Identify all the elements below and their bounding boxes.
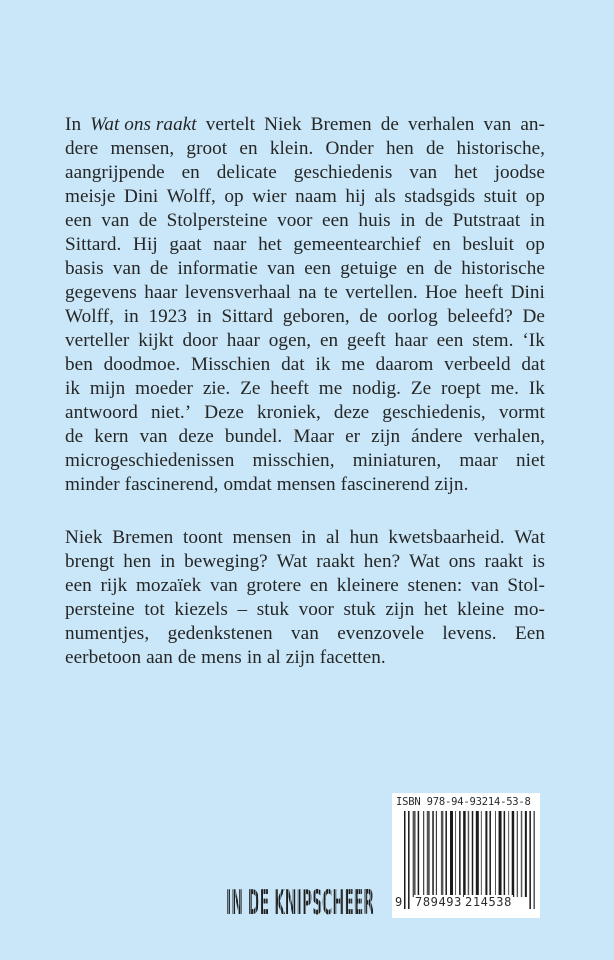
word: Putstraat bbox=[452, 210, 521, 231]
blurb-line bbox=[65, 574, 545, 598]
word: zijn bbox=[371, 426, 401, 447]
word: ándere bbox=[411, 426, 463, 447]
word: kijkt bbox=[138, 330, 174, 351]
isbn-label: ISBN 978-94-93214-53-8 bbox=[396, 796, 531, 808]
word: nodig. bbox=[352, 378, 401, 399]
word: van bbox=[101, 210, 130, 231]
ean-right-group: 214538 bbox=[465, 895, 512, 909]
word: niet.’ bbox=[150, 402, 192, 423]
word: geeft bbox=[347, 330, 386, 351]
word: een bbox=[65, 575, 92, 596]
word: Onder bbox=[325, 138, 374, 159]
blurb-line bbox=[65, 473, 545, 497]
word: historische bbox=[461, 258, 545, 279]
word: door bbox=[182, 330, 218, 351]
blurb-line bbox=[65, 401, 545, 425]
word: naar bbox=[213, 234, 247, 255]
word: aangrijpende bbox=[65, 162, 165, 183]
word: Misschien bbox=[191, 354, 271, 375]
blurb-paragraph-1 bbox=[65, 113, 545, 497]
word: miniaturen, bbox=[352, 450, 442, 471]
word: raakt bbox=[316, 551, 355, 572]
word: voor bbox=[277, 210, 313, 231]
word: en bbox=[309, 575, 329, 596]
word: Deze bbox=[204, 402, 244, 423]
word: geschiedenis, bbox=[382, 402, 486, 423]
word: de bbox=[380, 114, 399, 135]
word: na bbox=[298, 282, 317, 303]
word: het bbox=[454, 162, 478, 183]
word: groot bbox=[186, 138, 228, 159]
word: numentjes, bbox=[65, 623, 150, 644]
word: van bbox=[470, 575, 499, 596]
blurb-line bbox=[65, 425, 545, 449]
word: een bbox=[322, 210, 349, 231]
word: oorlog bbox=[387, 306, 438, 327]
word: – bbox=[237, 599, 248, 620]
word: Sittard. bbox=[65, 234, 122, 255]
word: in bbox=[160, 551, 176, 572]
word: joodse bbox=[494, 162, 545, 183]
word: en bbox=[406, 258, 425, 279]
word: besluit bbox=[462, 234, 514, 255]
word: Hoe bbox=[425, 282, 458, 303]
word: in bbox=[246, 647, 262, 668]
word: in bbox=[196, 306, 212, 327]
word: hun bbox=[349, 527, 379, 548]
word: mensen, bbox=[110, 138, 175, 159]
word: stem. bbox=[472, 330, 514, 351]
word: al bbox=[325, 527, 340, 548]
blurb-line bbox=[65, 622, 545, 646]
word: Wolff, bbox=[65, 306, 115, 327]
blurb-line bbox=[65, 646, 545, 670]
word: De bbox=[522, 306, 545, 327]
word: en bbox=[432, 234, 451, 255]
word: Wat bbox=[409, 551, 440, 572]
word: mo- bbox=[513, 599, 545, 620]
blurb-line bbox=[65, 161, 545, 185]
word: een bbox=[65, 210, 92, 231]
word: in bbox=[301, 527, 317, 548]
word: vertellen. bbox=[345, 282, 418, 303]
word: in bbox=[529, 210, 545, 231]
blurb-line bbox=[65, 550, 545, 574]
word: geschiedenis bbox=[293, 162, 393, 183]
word: gegevens bbox=[65, 282, 137, 303]
word: fascinerend, bbox=[124, 474, 219, 495]
word: als bbox=[374, 186, 396, 207]
svg-text:IN DE KNIPSCHEER: IN DE KNIPSCHEER bbox=[226, 884, 374, 918]
word: facetten. bbox=[319, 647, 386, 668]
word: van bbox=[267, 258, 295, 279]
word: bundel. bbox=[224, 426, 283, 447]
word: dat bbox=[521, 354, 545, 375]
word: ik bbox=[315, 354, 331, 375]
word: verbeeld bbox=[444, 354, 511, 375]
word: Niek bbox=[264, 114, 302, 135]
word: stadsgids bbox=[404, 186, 476, 207]
word: me. bbox=[490, 378, 519, 399]
word: hen bbox=[123, 551, 152, 572]
word: minder bbox=[65, 474, 120, 495]
word: hen bbox=[385, 138, 414, 159]
word: voor bbox=[298, 599, 334, 620]
word: historische, bbox=[456, 138, 545, 159]
blurb-line bbox=[65, 353, 545, 377]
blurb-line bbox=[65, 257, 545, 281]
word: zijn. bbox=[434, 474, 469, 495]
word: Niek bbox=[65, 527, 103, 548]
word: op bbox=[224, 186, 244, 207]
word: antwoord bbox=[65, 402, 138, 423]
publisher-logo-icon bbox=[226, 884, 376, 918]
word: van bbox=[409, 162, 438, 183]
word: het bbox=[258, 234, 282, 255]
ean-first-digit: 9 bbox=[395, 895, 403, 909]
word: Maar bbox=[293, 426, 335, 447]
word: In bbox=[65, 114, 82, 135]
word: Wat bbox=[276, 551, 308, 572]
word: te bbox=[323, 282, 338, 303]
blurb-line bbox=[65, 137, 545, 161]
blurb-line bbox=[65, 598, 545, 622]
word: de bbox=[177, 647, 197, 668]
blurb-line bbox=[65, 305, 545, 329]
word: stuk bbox=[256, 599, 289, 620]
word: en bbox=[239, 138, 258, 159]
word: beleefd? bbox=[447, 306, 513, 327]
word: deze bbox=[333, 402, 370, 423]
book-title-italic: Wat ons raakt bbox=[90, 114, 197, 135]
word: 1923 bbox=[148, 306, 188, 327]
word: heeft bbox=[464, 282, 504, 303]
word: van bbox=[112, 258, 141, 279]
word: stenen: bbox=[407, 575, 463, 596]
word: vertelt bbox=[205, 114, 256, 135]
word: tot bbox=[144, 599, 165, 620]
word: mozaïek bbox=[135, 575, 202, 596]
word: toont bbox=[183, 527, 223, 548]
word: gemeentearchief bbox=[293, 234, 421, 255]
word: kiezels bbox=[174, 599, 228, 620]
word: verhalen bbox=[407, 114, 475, 135]
word: ons bbox=[448, 551, 476, 572]
word: brengt bbox=[65, 551, 115, 572]
word: de bbox=[149, 258, 169, 279]
word: me bbox=[318, 378, 343, 399]
word: Bremen bbox=[310, 114, 372, 135]
word: dere bbox=[65, 138, 99, 159]
word: Ik bbox=[528, 378, 545, 399]
word: al bbox=[266, 647, 281, 668]
word: rijk bbox=[100, 575, 128, 596]
word: roept bbox=[441, 378, 481, 399]
word: levens. bbox=[442, 623, 497, 644]
word: grotere bbox=[246, 575, 302, 596]
word: mijn bbox=[89, 378, 126, 399]
word: stuit bbox=[483, 186, 518, 207]
word: ‘Ik bbox=[522, 330, 545, 351]
word: er bbox=[345, 426, 361, 447]
word: de bbox=[65, 426, 84, 447]
word: omdat bbox=[223, 474, 272, 495]
word: gedenkstenen bbox=[167, 623, 273, 644]
word: hen? bbox=[363, 551, 401, 572]
word: deze bbox=[178, 426, 214, 447]
word: van bbox=[139, 426, 168, 447]
word: op bbox=[525, 234, 545, 255]
word: op bbox=[525, 186, 545, 207]
word: verhalen, bbox=[473, 426, 545, 447]
word: verteller bbox=[65, 330, 130, 351]
word: microgeschiedenissen bbox=[65, 450, 235, 471]
blurb-line bbox=[65, 281, 545, 305]
word: de bbox=[138, 210, 158, 231]
word: Sittard bbox=[221, 306, 273, 327]
publisher-logo bbox=[226, 884, 376, 918]
word: wier bbox=[252, 186, 287, 207]
word: doodmoe. bbox=[103, 354, 181, 375]
word: Wolff, bbox=[166, 186, 216, 207]
word: Bremen bbox=[112, 527, 174, 548]
word: daarom bbox=[375, 354, 434, 375]
word: een bbox=[436, 330, 464, 351]
blurb-line bbox=[65, 113, 545, 137]
word: misschien, bbox=[252, 450, 335, 471]
word: Ze bbox=[410, 378, 432, 399]
word: kern bbox=[94, 426, 129, 447]
word: aan bbox=[146, 647, 173, 668]
word: mensen bbox=[276, 474, 336, 495]
word: Dini bbox=[123, 186, 159, 207]
word: zijn bbox=[285, 647, 315, 668]
blurb-line bbox=[65, 449, 545, 473]
word: van bbox=[483, 114, 512, 135]
word: delicate bbox=[216, 162, 277, 183]
word: huis bbox=[358, 210, 391, 231]
word: de bbox=[359, 306, 378, 327]
word: in bbox=[123, 306, 139, 327]
word: en bbox=[181, 162, 200, 183]
word: de bbox=[433, 258, 453, 279]
word: in bbox=[400, 210, 416, 231]
blurb-line bbox=[65, 233, 545, 257]
word: haar bbox=[226, 330, 260, 351]
word: hij bbox=[345, 186, 366, 207]
blurb-paragraph-2 bbox=[65, 526, 545, 670]
word: zijn bbox=[385, 599, 415, 620]
isbn-barcode bbox=[392, 793, 540, 918]
word: ben bbox=[65, 354, 93, 375]
word: kleinere bbox=[336, 575, 399, 596]
word: maar bbox=[459, 450, 498, 471]
blurb-line bbox=[65, 526, 545, 550]
word: basis bbox=[65, 258, 104, 279]
word: gaat bbox=[169, 234, 202, 255]
word: het bbox=[423, 599, 448, 620]
word: ogen, bbox=[268, 330, 312, 351]
word: zie. bbox=[202, 378, 231, 399]
word: persteine bbox=[65, 599, 135, 620]
word: Stolpersteine bbox=[166, 210, 268, 231]
word: is bbox=[532, 551, 545, 572]
word: mens bbox=[201, 647, 242, 668]
word: dat bbox=[281, 354, 305, 375]
word: geboren, bbox=[282, 306, 350, 327]
word: en bbox=[319, 330, 339, 351]
word: klein. bbox=[269, 138, 314, 159]
word: mensen bbox=[232, 527, 292, 548]
word: Een bbox=[514, 623, 545, 644]
word: van bbox=[209, 575, 238, 596]
word: haar bbox=[144, 282, 178, 303]
word: an- bbox=[520, 114, 545, 135]
word: Hij bbox=[133, 234, 158, 255]
word: niet bbox=[516, 450, 545, 471]
word: kwetsbaarheid. bbox=[388, 527, 505, 548]
word: van bbox=[290, 623, 319, 644]
word: informatie bbox=[177, 258, 258, 279]
word: evenzovele bbox=[337, 623, 425, 644]
word: Stol- bbox=[507, 575, 545, 596]
word: raakt bbox=[484, 551, 524, 572]
word: me bbox=[341, 354, 365, 375]
blurb-line bbox=[65, 377, 545, 401]
word: Wat bbox=[514, 527, 545, 548]
word: eerbetoon bbox=[65, 647, 142, 668]
blurb-line bbox=[65, 209, 545, 233]
word: heeft bbox=[270, 378, 309, 399]
word: de bbox=[424, 210, 444, 231]
word: Dini bbox=[510, 282, 545, 303]
word: levensverhaal bbox=[184, 282, 291, 303]
word: een bbox=[304, 258, 332, 279]
word: stuk bbox=[343, 599, 376, 620]
word: Ze bbox=[240, 378, 261, 399]
word: vormt bbox=[498, 402, 545, 423]
blurb-text bbox=[65, 113, 545, 670]
word: ik bbox=[65, 378, 81, 399]
word: de bbox=[426, 138, 445, 159]
word: beweging? bbox=[184, 551, 268, 572]
blurb-line bbox=[65, 185, 545, 209]
word: moeder bbox=[135, 378, 193, 399]
word: kleine bbox=[457, 599, 505, 620]
word: kroniek, bbox=[256, 402, 321, 423]
ean-left-group: 789493 bbox=[415, 895, 462, 909]
word: naam bbox=[295, 186, 337, 207]
word: getuige bbox=[340, 258, 398, 279]
word: fascinerend bbox=[340, 474, 430, 495]
word: haar bbox=[394, 330, 428, 351]
blurb-line bbox=[65, 329, 545, 353]
word: meisje bbox=[65, 186, 116, 207]
